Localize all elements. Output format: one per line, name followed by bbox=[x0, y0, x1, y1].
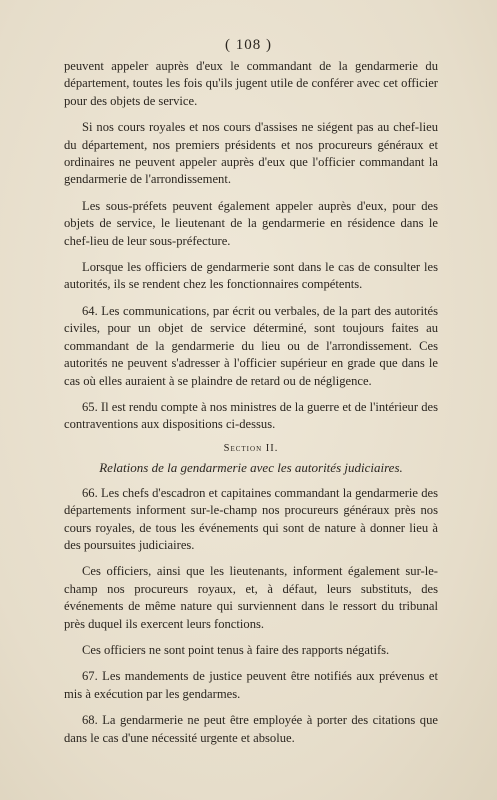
section-heading: Section II. bbox=[223, 442, 279, 454]
paragraph-consult-authorities: Lorsque les officiers de gendarmerie sont dans le cas de consulter les autorités, ils se rendent chez les fonctionnaires compétents. bbox=[64, 260, 438, 292]
paragraph-royal-courts: Si nos cours royales et nos cours d'assises ne siégent pas au chef-lieu du département, nos premiers présidents et nos procureurs généraux et ordinaires ne peuvent appeler auprès d'eux que l'officier commandant la gendarmerie de l'arrondissement. bbox=[64, 120, 438, 187]
page-number: ( 108 ) bbox=[225, 37, 272, 53]
section-title: Relations de la gendarmerie avec les autorités judiciaires. bbox=[99, 459, 403, 475]
paragraph-continuation: peuvent appeler auprès d'eux le commandant de la gendarmerie du département, toutes les fois qu'ils jugent utile de conférer avec cet officier pour des objets de service. bbox=[64, 59, 438, 108]
page-body bbox=[64, 58, 438, 756]
article-65: 65. Il est rendu compte à nos ministres de la guerre et de l'intérieur des contraventions aux dispositions ci-dessus. bbox=[64, 399, 438, 432]
paragraph-negative-reports: Ces officiers ne sont point tenus à faire des rapports négatifs. bbox=[82, 642, 390, 657]
article-64: 64. Les communications, par écrit ou verbales, de la part des autorités civiles, pour un objet de service déterminé, sont toujours faites au commandant de la gendarmerie du lieu ou de l'arrondissement. Ces autorités ne peuvent s'adresser à l'officier supérieur en grade que dans le cas où elles auraient à se plaindre de retard ou de négligence. bbox=[64, 303, 438, 388]
article-66: 66. Les chefs d'escadron et capitaines commandant la gendarmerie des départements informent sur-le-champ nos procureurs généraux près nos cours royales, de tous les événements qui sont de nature à donner lieu à des poursuites judiciaires. bbox=[64, 485, 438, 552]
paragraph-lieutenants: Ces officiers, ainsi que les lieutenants, informent également sur-le-champ nos procureurs royaux, et, à défaut, leurs substituts, des événements de même nature qui surviennent dans le ressort du tribunal près duquel ils exercent leurs fonctions. bbox=[64, 564, 438, 631]
paragraph-sub-prefects: Les sous-préfets peuvent également appeler auprès d'eux, pour des objets de service, le lieutenant de la gendarmerie en résidence dans le chef-lieu de leur sous-préfecture. bbox=[64, 198, 438, 248]
article-67: 67. Les mandements de justice peuvent être notifiés aux prévenus et mis à exécution par les gendarmes. bbox=[64, 669, 438, 701]
article-68: 68. La gendarmerie ne peut être employée à porter des citations que dans le cas d'une nécessité urgente et absolue. bbox=[64, 713, 438, 745]
